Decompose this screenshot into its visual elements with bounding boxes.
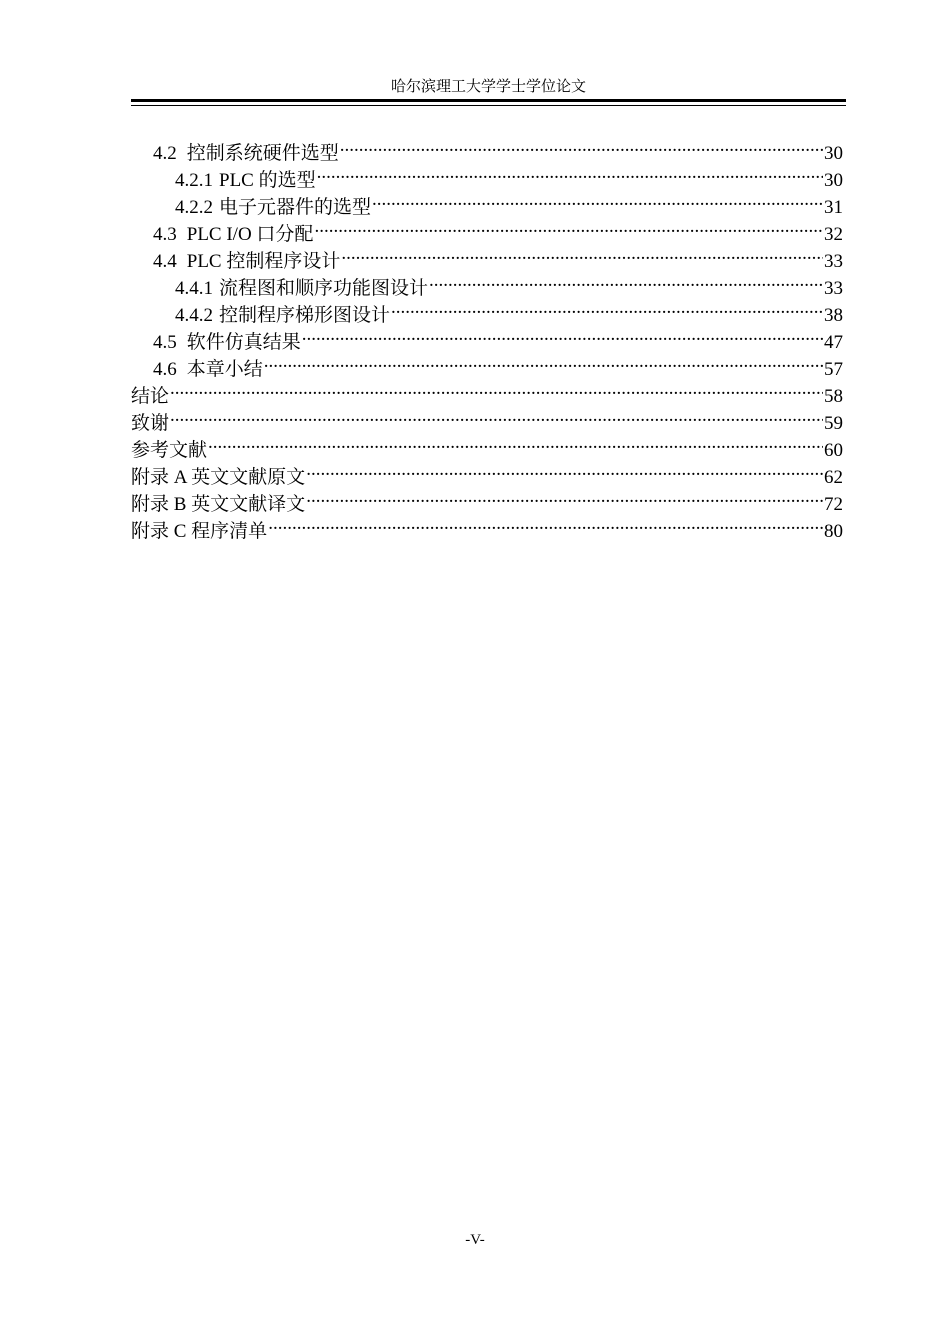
toc-entry-page: 47 (824, 332, 843, 353)
toc-dot-leader (208, 429, 823, 456)
toc-dot-leader (372, 186, 823, 213)
toc-entry[interactable] (131, 429, 843, 461)
toc-dot-leader (314, 213, 823, 240)
toc-entry-page: 59 (824, 413, 843, 434)
header-double-rule (131, 99, 846, 106)
toc-entry-page: 38 (824, 305, 843, 326)
toc-entry-number: 4.4 (153, 251, 177, 272)
toc-entry-page: 33 (824, 251, 843, 272)
toc-entry[interactable] (131, 375, 843, 407)
toc-entry-title: 附录 C 程序清单 (131, 521, 268, 542)
toc-dot-leader (341, 240, 823, 267)
table-of-contents (131, 132, 843, 542)
toc-entry-number: 4.3 (153, 224, 177, 245)
toc-entry-number: 4.2 (153, 143, 177, 164)
toc-entry-number: 4.2.2 (175, 197, 213, 218)
toc-dot-leader (391, 294, 823, 321)
toc-entry[interactable] (131, 402, 843, 434)
toc-entry-title: 电子元器件的选型 (219, 197, 372, 218)
toc-entry-title: 参考文献 (131, 440, 208, 461)
toc-entry-page: 60 (824, 440, 843, 461)
toc-entry-number: 4.5 (153, 332, 177, 353)
toc-dot-leader (264, 348, 823, 375)
toc-entry-page: 32 (824, 224, 843, 245)
toc-entry-number: 4.6 (153, 359, 177, 380)
toc-entry-page: 33 (824, 278, 843, 299)
toc-entry-number: 4.2.1 (175, 170, 213, 191)
toc-entry-page: 57 (824, 359, 843, 380)
toc-entry-title: PLC 控制程序设计 (186, 251, 341, 272)
toc-entry-title: 软件仿真结果 (186, 332, 301, 353)
toc-dot-leader (302, 321, 823, 348)
toc-entry-page: 72 (824, 494, 843, 515)
toc-entry-title: 流程图和顺序功能图设计 (219, 278, 429, 299)
toc-entry-page: 62 (824, 467, 843, 488)
toc-dot-leader (317, 159, 823, 186)
toc-dot-leader (306, 483, 823, 510)
toc-entry-title: 致谢 (131, 413, 170, 434)
running-header: 哈尔滨理工大学学士学位论文 (390, 79, 586, 95)
toc-entry-page: 31 (824, 197, 843, 218)
page-number: -V- (465, 1232, 485, 1248)
toc-entry-number: 4.4.2 (175, 305, 213, 326)
toc-entry-page: 30 (824, 170, 843, 191)
toc-entry[interactable] (131, 132, 843, 164)
toc-dot-leader (170, 375, 823, 402)
toc-entry-title: 控制系统硬件选型 (186, 143, 339, 164)
toc-entry-page: 30 (824, 143, 843, 164)
toc-dot-leader (306, 456, 823, 483)
toc-entry[interactable] (131, 456, 843, 488)
toc-dot-leader (268, 510, 823, 537)
toc-entry-title: 附录 A 英文文献原文 (131, 467, 306, 488)
toc-dot-leader (340, 132, 823, 159)
toc-entry-title: 本章小结 (186, 359, 263, 380)
toc-entry-page: 80 (824, 521, 843, 542)
toc-entry-title: 附录 B 英文文献译文 (131, 494, 306, 515)
toc-entry-title: PLC I/O 口分配 (186, 224, 314, 245)
toc-dot-leader (170, 402, 823, 429)
toc-entry-page: 58 (824, 386, 843, 407)
toc-dot-leader (429, 267, 823, 294)
toc-entry-title: PLC 的选型 (219, 170, 316, 191)
toc-entry-number: 4.4.1 (175, 278, 213, 299)
toc-entry-title: 控制程序梯形图设计 (219, 305, 391, 326)
toc-entry-title: 结论 (131, 386, 170, 407)
